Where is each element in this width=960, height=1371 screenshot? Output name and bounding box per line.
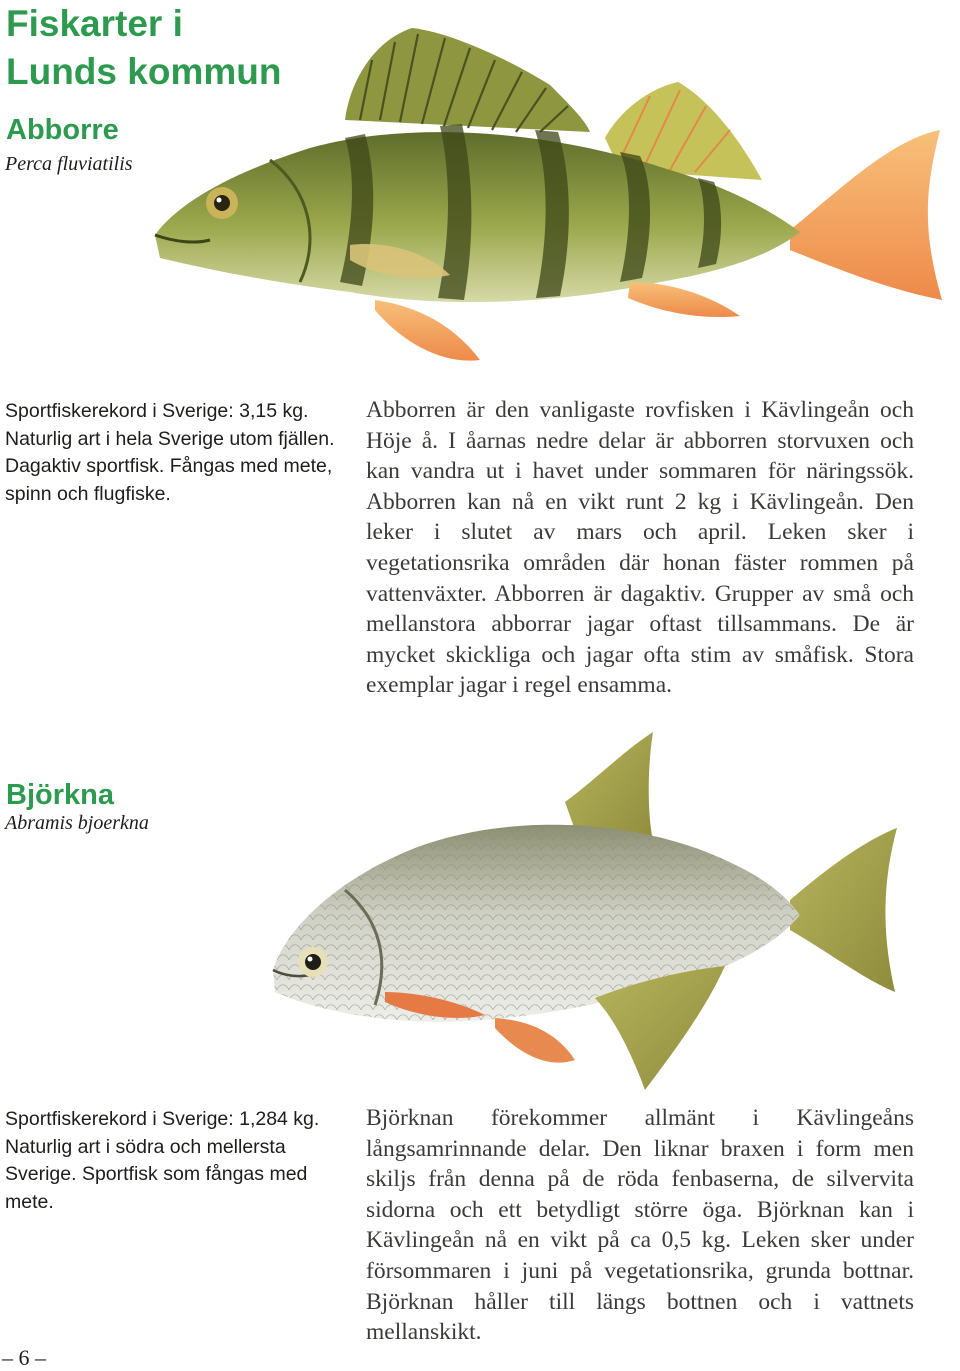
description-bjorkna: Björknan förekommer allmänt i Kävlingeåns långsamrinnande delar. Den liknar braxen i form men skiljs från denna på de röda fenbaserna, de silvervita sidorna och ett betydligt större öga. Björknan kan i Kävlingeån nå en vikt på ca 0,5 kg. Leken sker under försommaren i juni på vegetationsrika, grunda bottnar. Björknan håller till längs bottnen och i vattnets mellanskikt. (366, 1105, 914, 1346)
page-title-line-1: Fiskarter i (6, 3, 183, 44)
description-abborre: Abborren är den vanligaste rovfisken i Kävlingeån och Höje å. I åarnas nedre delar är abborren storvuxen och kan vandra ut i havet under sommaren för näringssök. Abborren kan nå en vikt runt 2 kg i Kävlingeån. Den leker i slutet av mars och april. Leken sker i vegetationsrika områden där honan fäster rommen på vattenväxter. Abborren är dagaktiv. Grupper av små och mellanstora abborrar jagar oftast tillsammans. De är mycket skickliga och jagar ofta stim av småfisk. Stora exemplar jagar i regel ensamma. (366, 397, 914, 699)
facts-abborre: Sportfiskerekord i Sverige: 3,15 kg. Naturlig art i hela Sverige utom fjällen. Dagaktiv sportfisk. Fångas med mete, spinn och flugfiske. (5, 400, 335, 505)
latin-name-bjorkna: Abramis bjoerkna (5, 812, 149, 834)
perch-illustration (150, 20, 950, 380)
page-title-line-2: Lunds kommun (6, 51, 282, 92)
species-heading-bjorkna: Björkna (6, 779, 114, 811)
page-number: – 6 – (2, 1345, 46, 1370)
latin-name-abborre: Perca fluviatilis (5, 153, 133, 175)
silver-bream-illustration (265, 730, 905, 1090)
facts-bjorkna: Sportfiskerekord i Sverige: 1,284 kg. Naturlig art i södra och mellersta Sverige. Sportfisk som fångas med mete. (5, 1108, 320, 1213)
species-heading-abborre: Abborre (6, 114, 119, 146)
